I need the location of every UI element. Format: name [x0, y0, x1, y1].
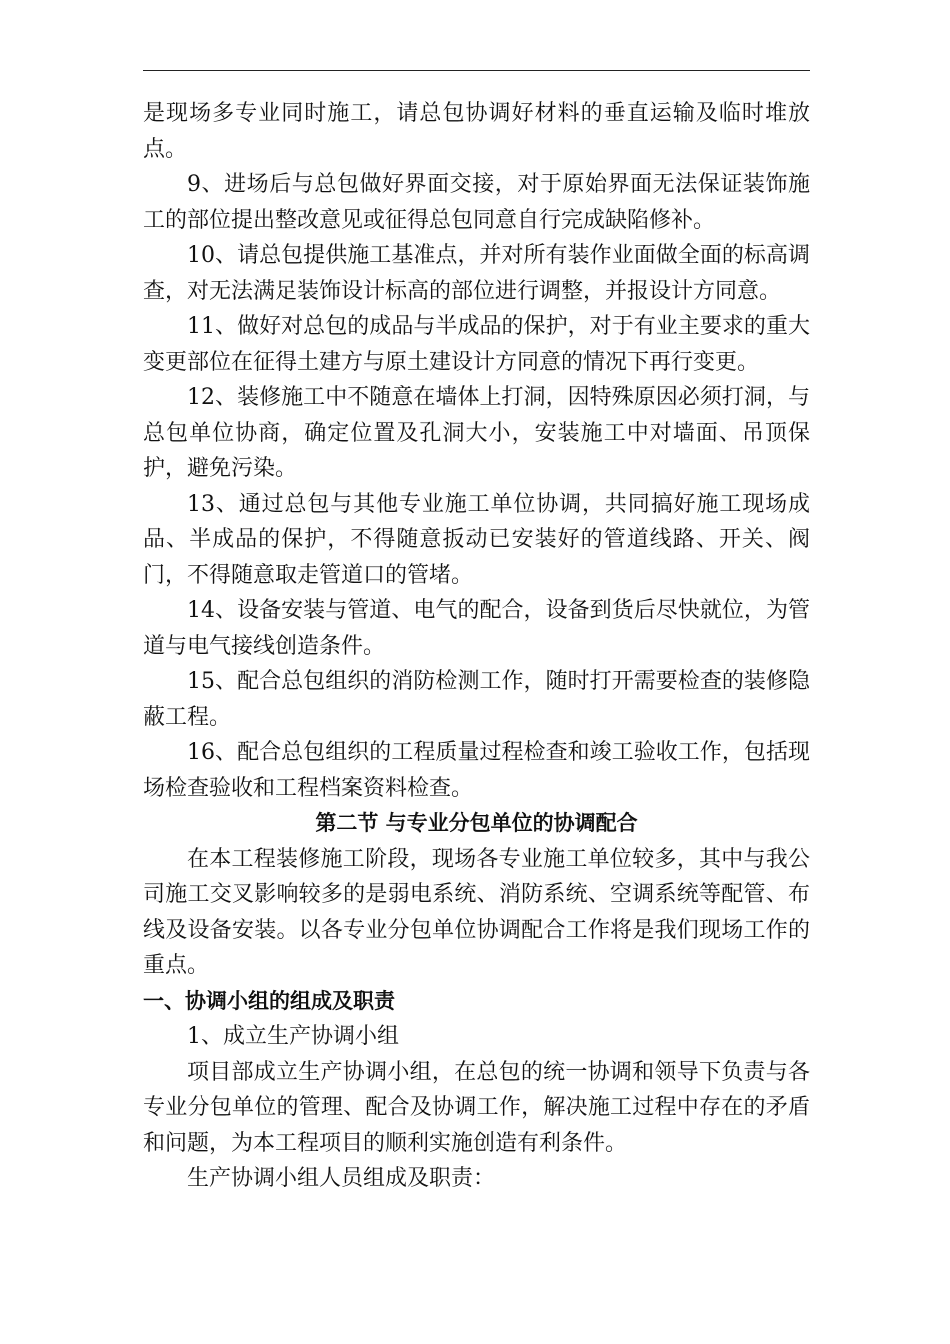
paragraph-continuation: 是现场多专业同时施工，请总包协调好材料的垂直运输及临时堆放点。 [143, 101, 810, 162]
paragraph-team-members: 生产协调小组人员组成及职责： [187, 1166, 496, 1191]
paragraph-item-13: 13、通过总包与其他专业施工单位协调，共同搞好施工现场成品、半成品的保护，不得随意扳动已安装好的管道线路、开关、阀门，不得随意取走管道口的管堵。 [143, 491, 810, 588]
paragraph-item-16: 16、配合总包组织的工程质量过程检查和竣工验收工作，包括现场检查验收和工程档案资料检查。 [143, 740, 810, 801]
header-rule [143, 70, 810, 71]
section-heading: 第二节 与专业分包单位的协调配合 [315, 811, 638, 835]
paragraph-item-10: 10、请总包提供施工基准点，并对所有装作业面做全面的标高调查，对无法满足装饰设计标高的部位进行调整，并报设计方同意。 [143, 243, 810, 304]
paragraph-intro: 在本工程装修施工阶段，现场各专业施工单位较多，其中与我公司施工交叉影响较多的是弱电系统、消防系统、空调系统等配管、布线及设备安装。以各专业分包单位协调配合工作将是我们现场工作的重点。 [143, 846, 810, 978]
paragraph-team-description: 项目部成立生产协调小组，在总包的统一协调和领导下负责与各专业分包单位的管理、配合及协调工作，解决施工过程中存在的矛盾和问题，为本工程项目的顺利实施创造有利条件。 [143, 1059, 810, 1156]
paragraph-item-14: 14、设备安装与管道、电气的配合，设备到货后尽快就位，为管道与电气接线创造条件。 [143, 598, 810, 659]
document-body [143, 96, 810, 1197]
paragraph-item-12: 12、装修施工中不随意在墙体上打洞，因特殊原因必须打洞，与总包单位协商，确定位置及孔洞大小，安装施工中对墙面、吊顶保护，避免污染。 [143, 385, 810, 481]
paragraph-item-9: 9、进场后与总包做好界面交接，对于原始界面无法保证装饰施工的部位提出整改意见或征得总包同意自行完成缺陷修补。 [143, 172, 810, 233]
paragraph-list-item-1: 1、成立生产协调小组 [187, 1024, 399, 1049]
sub-heading: 一、协调小组的组成及职责 [143, 988, 395, 1013]
paragraph-item-15: 15、配合总包组织的消防检测工作，随时打开需要检查的装修隐蔽工程。 [143, 669, 810, 730]
paragraph-item-11: 11、做好对总包的成品与半成品的保护，对于有业主要求的重大变更部位在征得土建方与原土建设计方同意的情况下再行变更。 [143, 314, 810, 375]
